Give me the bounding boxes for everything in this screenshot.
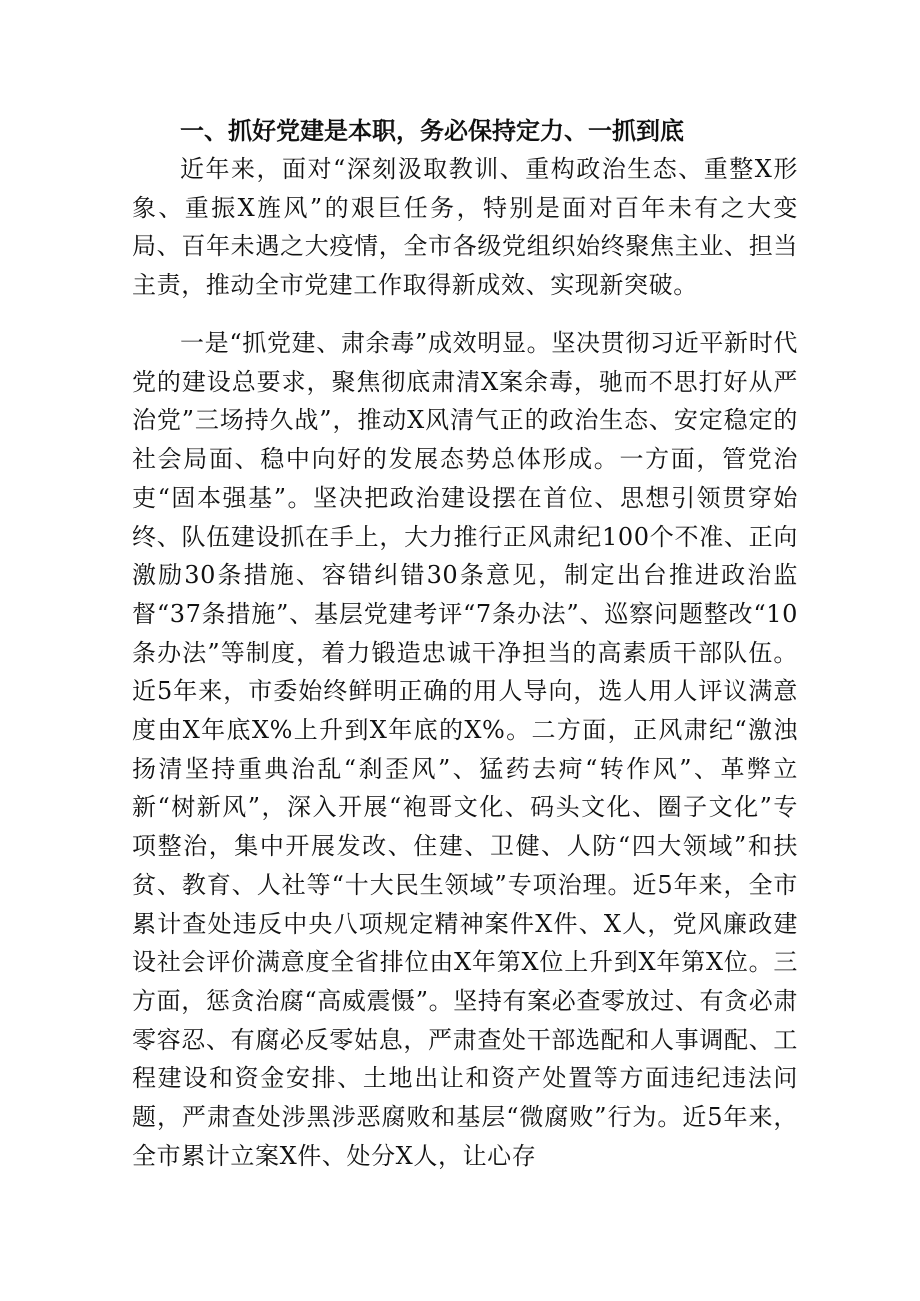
section-heading: 一、抓好党建是本职，务必保持定力、一抓到底	[180, 117, 684, 145]
paragraph-intro: 近年来，面对“深刻汲取教训、重构政治生态、重整X形象、重振X旌风”的艰巨任务，特别是面对百年未有之大变局、百年未遇之大疫情，全市各级党组织始终聚焦主业、担当主责，推动全市党建工作取得新成效、实现新突破。	[132, 155, 798, 300]
paragraph-point-one: 一是“抓党建、肃余毒”成效明显。坚决贯彻习近平新时代党的建设总要求，聚焦彻底肃清X案余毒，驰而不思打好从严治党”三场持久战”，推动X风清气正的政治生态、安定稳定的社会局面、稳中向好的发展态势总体形成。一方面，管党治吏“固本强基”。坚决把政治建设摆在首位、思想引领贯穿始终、队伍建设抓在手上，大力推行正风肃纪100个不准、正向激励30条措施、容错纠错30条意见，制定出台推进政治监督“37条措施”、基层党建考评“7条办法”、巡察问题整改“10条办法”等制度，着力锻造忠诚干净担当的高素质干部队伍。近5年来，市委始终鲜明正确的用人导向，选人用人评议满意度由X年底X%上升到X年底的X%。二方面，正风肃纪“激浊扬清坚持重典治乱“刹歪风”、猛药去疴“转作风”、革弊立新“树新风”，深入开展“袍哥文化、码头文化、圈子文化”专项整治，集中开展发改、住建、卫健、人防“四大领域”和扶贫、教育、人社等“十大民生领域”专项治理。近5年来，全市累计查处违反中央八项规定精神案件X件、X人，党风廉政建设社会评价满意度全省排位由X年第X位上升到X年第X位。三方面，惩贪治腐“高威震慑”。坚持有案必查零放过、有贪必肃零容忍、有腐必反零姑息，严肃查处干部选配和人事调配、工程建设和资金安排、土地出让和资产处置等方面违纪违法问题，严肃查处涉黑涉恶腐败和基层“微腐败”行为。近5年来，全市累计立案X件、处分X人，让心存	[132, 329, 798, 1170]
